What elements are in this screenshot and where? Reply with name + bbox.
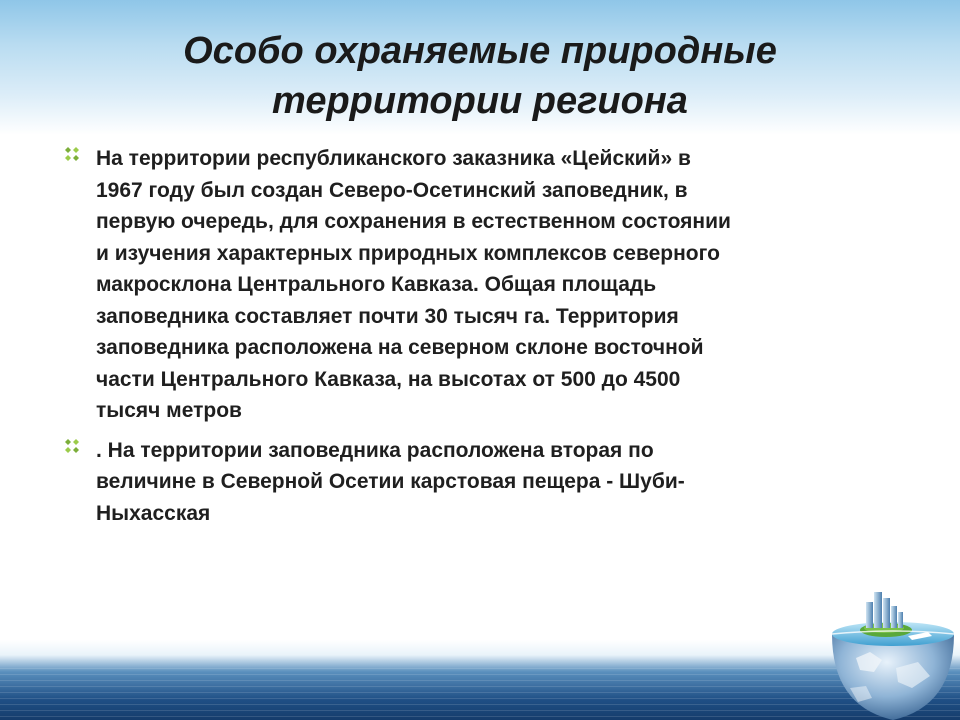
title-line-2: территории региона [272,80,688,122]
bullet-line: 1967 году был создан Северо-Осетинский заповедник, в [96,178,688,202]
sea-background [0,668,960,720]
bullet-line: тысяч метров [96,399,242,422]
bullet-item [62,435,907,530]
diamond-bullet-icon [62,146,82,166]
city-globe-icon [826,588,960,720]
bullet-text [96,143,907,427]
bullet-line: первую очередь, для сохранения в естественном состоянии [96,210,731,233]
bullet-line: макросклона Центрального Кавказа. Общая площадь [96,273,657,296]
bullet-line: и изучения характерных природных комплексов северного [96,241,720,265]
bullet-line: заповедника расположена на северном склоне восточной [96,336,704,359]
bullet-list [62,143,907,537]
title-line-1: Особо охраняемые природные [183,30,777,72]
diamond-bullet-icon [62,438,82,458]
bullet-line: Ныхасская [96,501,211,525]
bullet-text [96,435,907,530]
slide-title [60,26,900,126]
bullet-line: На территории республиканского заказника «Цейский» в [96,147,691,170]
bullet-item [62,143,907,427]
bullet-line: . На территории заповедника расположена вторая по [96,438,654,462]
bullet-line: величине в Северной Осетии карстовая пещера - Шуби- [96,470,685,493]
bullet-line: заповедника составляет почти 30 тысяч га. Территория [96,304,679,328]
bullet-line: части Центрального Кавказа, на высотах от 500 до 4500 [96,367,681,391]
